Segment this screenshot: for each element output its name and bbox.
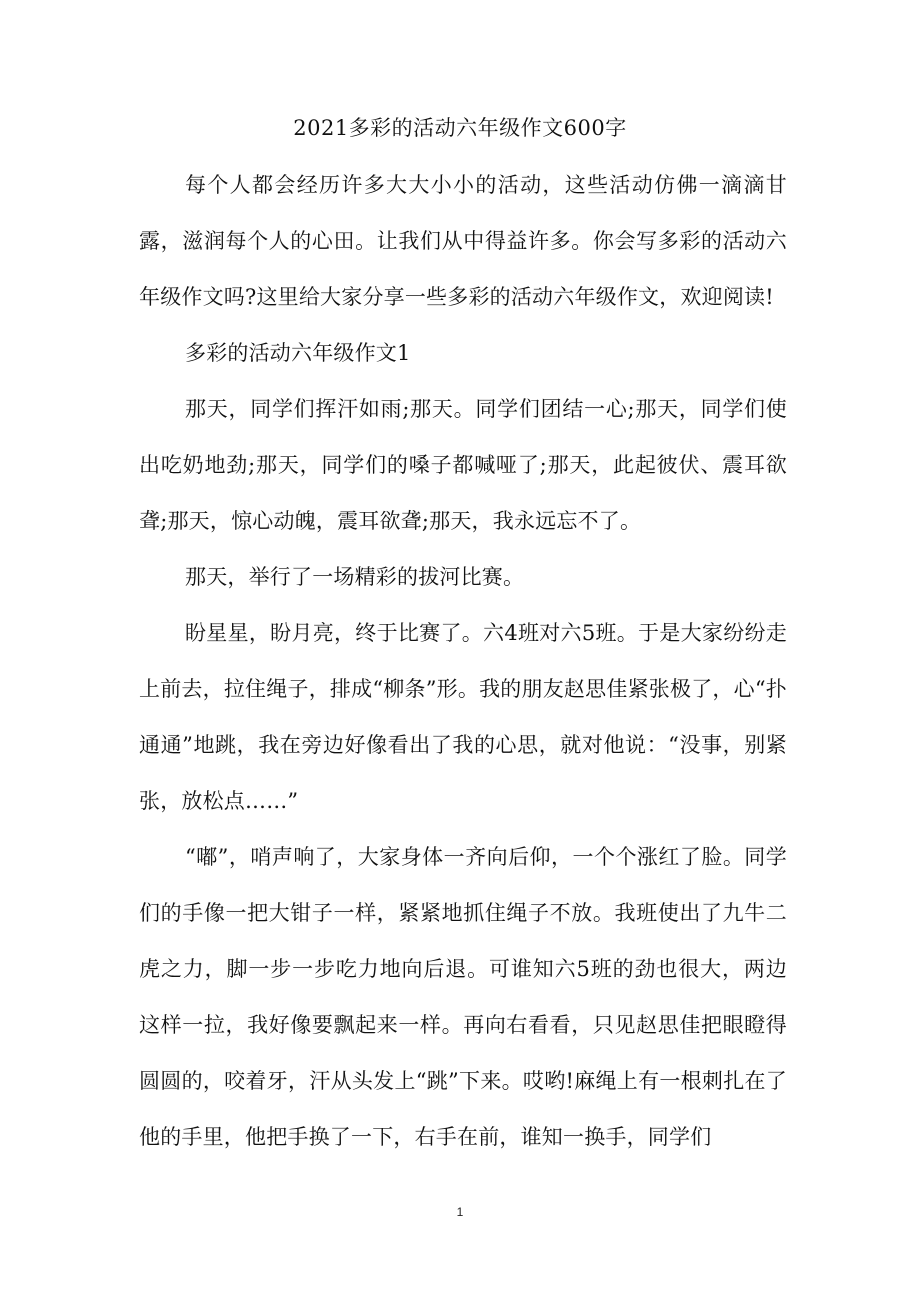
document-body [139,157,787,1165]
paragraph-that-day: 那天，同学们挥汗如雨;那天。同学们团结一心;那天，同学们使出吃奶地劲;那天，同学们的嗓子都喊哑了;那天，此起彼伏、震耳欲聋;那天，惊心动魄，震耳欲聋;那天，我永远忘不了。 [139,397,787,533]
paragraph-whistle: “嘟”，哨声响了，大家身体一齐向后仰，一个个涨红了脸。同学们的手像一把大钳子一样，紧紧地抓住绳子不放。我班使出了九牛二虎之力，脚一步一步吃力地向后退。可谁知六5班的劲也很大，两边这样一拉，我好像要飘起来一样。再向右看看，只见赵思佳把眼瞪得圆圆的，咬着牙，汗从头发上“跳”下来。哎哟!麻绳上有一根刺扎在了他的手里，他把手换了一下，右手在前，谁知一换手，同学们 [139,845,787,1149]
document-title: 2021多彩的活动六年级作文600字 [293,116,627,140]
paragraph-intro: 每个人都会经历许多大大小小的活动，这些活动仿佛一滴滴甘露，滋润每个人的心田。让我们从中得益许多。你会写多彩的活动六年级作文吗?这里给大家分享一些多彩的活动六年级作文，欢迎阅读! [139,173,787,309]
page-number: 1 [456,1205,464,1219]
paragraph-match-start: 盼星星，盼月亮，终于比赛了。六4班对六5班。于是大家纷纷走上前去，拉住绳子，排成“柳条”形。我的朋友赵思佳紧张极了，心“扑通通”地跳，我在旁边好像看出了我的心思，就对他说：“没事，别紧张，放松点……” [139,621,787,813]
paragraph-tug-of-war: 那天，举行了一场精彩的拔河比赛。 [185,565,525,589]
paragraph-subheading: 多彩的活动六年级作文1 [185,341,411,365]
